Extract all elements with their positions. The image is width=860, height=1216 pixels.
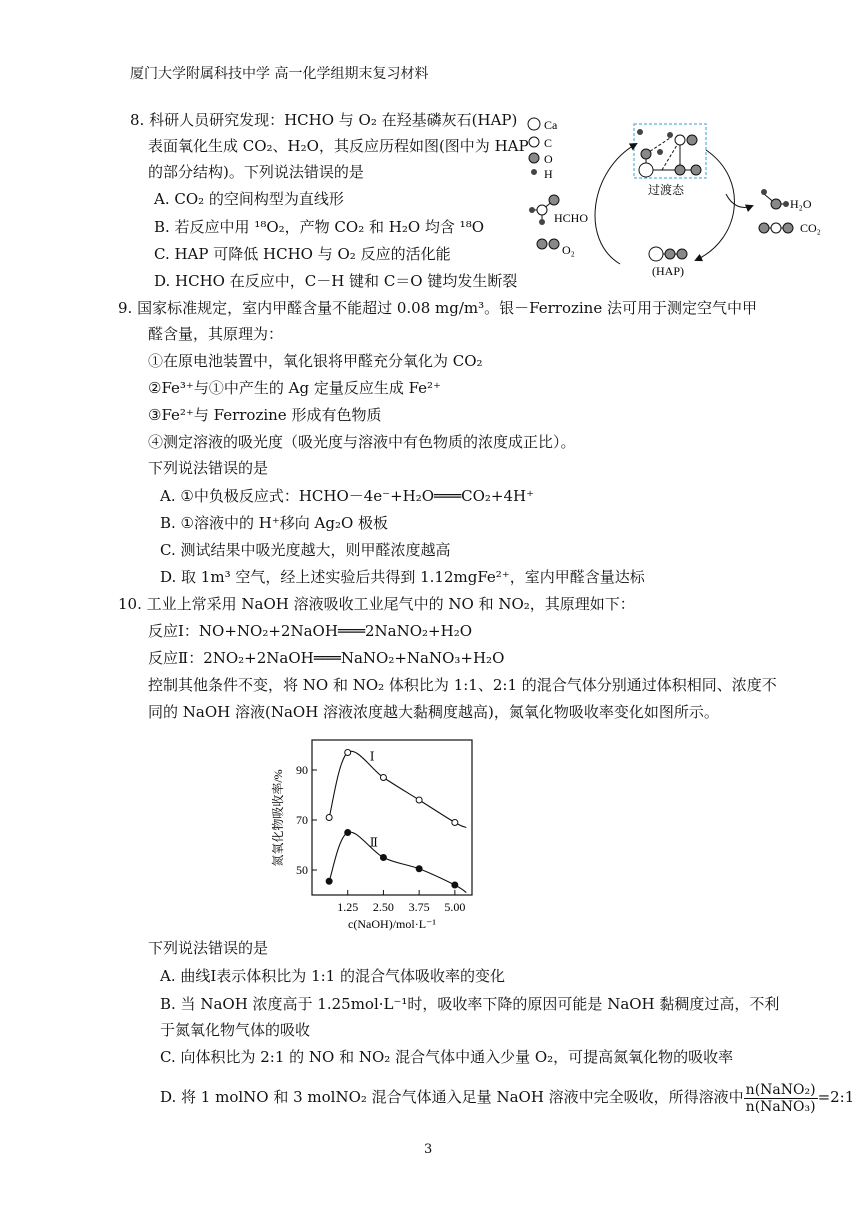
legend-ca: Ca: [544, 118, 558, 132]
q9-option-d: D. 取 1m³ 空气，经上述实验后共得到 1.12mgFe²⁺，室内甲醛含量达标: [160, 568, 645, 586]
q8-option-c: C. HAP 可降低 HCHO 与 O₂ 反应的活化能: [154, 245, 451, 263]
q10-option-b-line1: B. 当 NaOH 浓度高于 1.25mol·L⁻¹时，吸收率下降的原因可能是 NaOH 黏稠度过高，不利: [160, 995, 780, 1013]
data-point: [345, 830, 351, 836]
q10-line1: 10. 工业上常采用 NaOH 溶液吸收工业尾气中的 NO 和 NO₂，其原理如下：: [118, 595, 635, 613]
ratio-value: =2:1: [817, 1088, 855, 1106]
co2-label: CO₂: [800, 221, 821, 235]
q10-option-b-line2: 于氮氧化物气体的吸收: [160, 1021, 311, 1039]
hap-molecule: [649, 247, 687, 261]
q8-line3: 的部分结构)。下列说法错误的是: [148, 163, 364, 181]
series-line-2: [329, 832, 466, 892]
series-label-2: Ⅱ: [369, 835, 378, 850]
o2-label: O₂: [562, 243, 575, 257]
page-number: 3: [424, 1142, 433, 1157]
ratio-fraction: [744, 1082, 818, 1115]
data-point: [416, 797, 422, 803]
data-point: [326, 878, 332, 884]
product-arrow: [726, 194, 752, 208]
transition-label: 过渡态: [648, 183, 685, 197]
y-tick-label: 70: [296, 813, 308, 827]
x-tick-label: 3.75: [408, 900, 430, 914]
hap-label: (HAP): [652, 264, 684, 278]
series-line-1: [329, 751, 466, 827]
q10-ask: 下列说法错误的是: [148, 939, 269, 957]
fraction-denominator: n(NaNO₃): [745, 1098, 816, 1115]
q9-step1: ①在原电池装置中，氧化银将甲醛充分氧化为 CO₂: [148, 352, 483, 370]
x-tick-label: 5.00: [444, 900, 466, 914]
q10-reaction2: 反应Ⅱ：2NO₂+2NaOH═══NaNO₂+NaNO₃+H₂O: [148, 649, 505, 667]
data-point: [326, 815, 332, 821]
plot-frame: [312, 740, 472, 895]
q9-option-b: B. ①溶液中的 H⁺移向 Ag₂O 极板: [160, 514, 389, 532]
legend-h: H: [544, 167, 553, 181]
page-header: 厦门大学附属科技中学 高一化学组期末复习材料: [130, 66, 429, 82]
o2-molecule: [537, 239, 559, 249]
q9-step2: ②Fe³⁺与①中产生的 Ag 定量反应生成 Fe²⁺: [148, 379, 441, 397]
q9-step3: ③Fe²⁺与 Ferrozine 形成有色物质: [148, 406, 382, 424]
data-point: [416, 866, 422, 872]
q10-line3: 同的 NaOH 溶液(NaOH 溶液浓度越大黏稠度越高)，氮氧化物吸收率变化如图所示。: [148, 703, 719, 721]
q10-reaction1: 反应Ⅰ：NO+NO₂+2NaOH═══2NaNO₂+H₂O: [148, 622, 473, 640]
q10-option-d-text: D. 将 1 molNO 和 3 molNO₂ 混合气体通入足量 NaOH 溶液中完全吸收，所得溶液中: [160, 1088, 744, 1106]
legend-h-icon: [531, 169, 537, 175]
q10-option-d: [160, 1080, 854, 1115]
q9-option-c: C. 测试结果中吸光度越大，则甲醛浓度越高: [160, 541, 451, 559]
q9-step4: ④测定溶液的吸光度（吸光度与溶液中有色物质的浓度成正比）。: [148, 433, 576, 451]
q8-option-a: A. CO₂ 的空间构型为直线形: [154, 190, 344, 208]
q8-line1: 8. 科研人员研究发现：HCHO 与 O₂ 在羟基磷灰石(HAP): [130, 111, 518, 129]
reaction-diagram: [520, 110, 840, 290]
y-axis-label: 氮氧化物吸收率/%: [271, 769, 285, 867]
x-axis-label: c(NaOH)/mol·L⁻¹: [348, 917, 436, 931]
x-tick-label: 2.50: [372, 900, 394, 914]
co2-molecule: [759, 223, 793, 233]
x-tick-label: 1.25: [337, 900, 359, 914]
q10-option-c: C. 向体积比为 2:1 的 NO 和 NO₂ 混合气体中通入少量 O₂，可提高氮氧化物的吸收率: [160, 1048, 734, 1066]
data-point: [452, 820, 458, 826]
transition-state-molecule: [637, 129, 701, 177]
q8-option-d: D. HCHO 在反应中，C－H 键和 C＝O 键均发生断裂: [154, 272, 518, 290]
cycle-arrow-right: [696, 150, 734, 260]
q9-ask: 下列说法错误的是: [148, 459, 269, 477]
legend-c: C: [544, 136, 553, 150]
absorption-chart: [262, 730, 492, 935]
q10-option-a: A. 曲线Ⅰ表示体积比为 1:1 的混合气体吸收率的变化: [160, 967, 505, 985]
data-point: [380, 775, 386, 781]
legend-o: O: [544, 152, 553, 166]
legend-ca-icon: [528, 118, 540, 130]
y-tick-label: 90: [296, 763, 308, 777]
cycle-arrow-left: [595, 144, 636, 264]
q10-line2: 控制其他条件不变，将 NO 和 NO₂ 体积比为 1:1、2:1 的混合气体分别通过体积相同、浓度不: [148, 676, 777, 694]
fraction-numerator: n(NaNO₂): [745, 1081, 816, 1098]
legend-o-icon: [529, 153, 539, 163]
h2o-label: H₂O: [790, 197, 812, 211]
q8-option-b: B. 若反应中用 ¹⁸O₂，产物 CO₂ 和 H₂O 均含 ¹⁸O: [154, 218, 485, 236]
q8-line2: 表面氧化生成 CO₂、H₂O，其反应历程如图(图中为 HAP: [148, 137, 529, 155]
q9-option-a: A. ①中负极反应式：HCHO－4e⁻+H₂O═══CO₂+4H⁺: [160, 487, 535, 505]
q9-line2: 醛含量，其原理为：: [148, 325, 284, 343]
data-point: [452, 882, 458, 888]
series-label-1: Ⅰ: [369, 749, 375, 764]
data-point: [380, 855, 386, 861]
q9-line1: 9. 国家标准规定，室内甲醛含量不能超过 0.08 mg/m³。银－Ferrozine 法可用于测定空气中甲: [118, 299, 757, 317]
data-point: [345, 750, 351, 756]
hcho-label: HCHO: [554, 211, 589, 225]
y-tick-label: 50: [296, 863, 308, 877]
h2o-molecule: [761, 189, 789, 209]
legend-c-icon: [529, 137, 539, 147]
